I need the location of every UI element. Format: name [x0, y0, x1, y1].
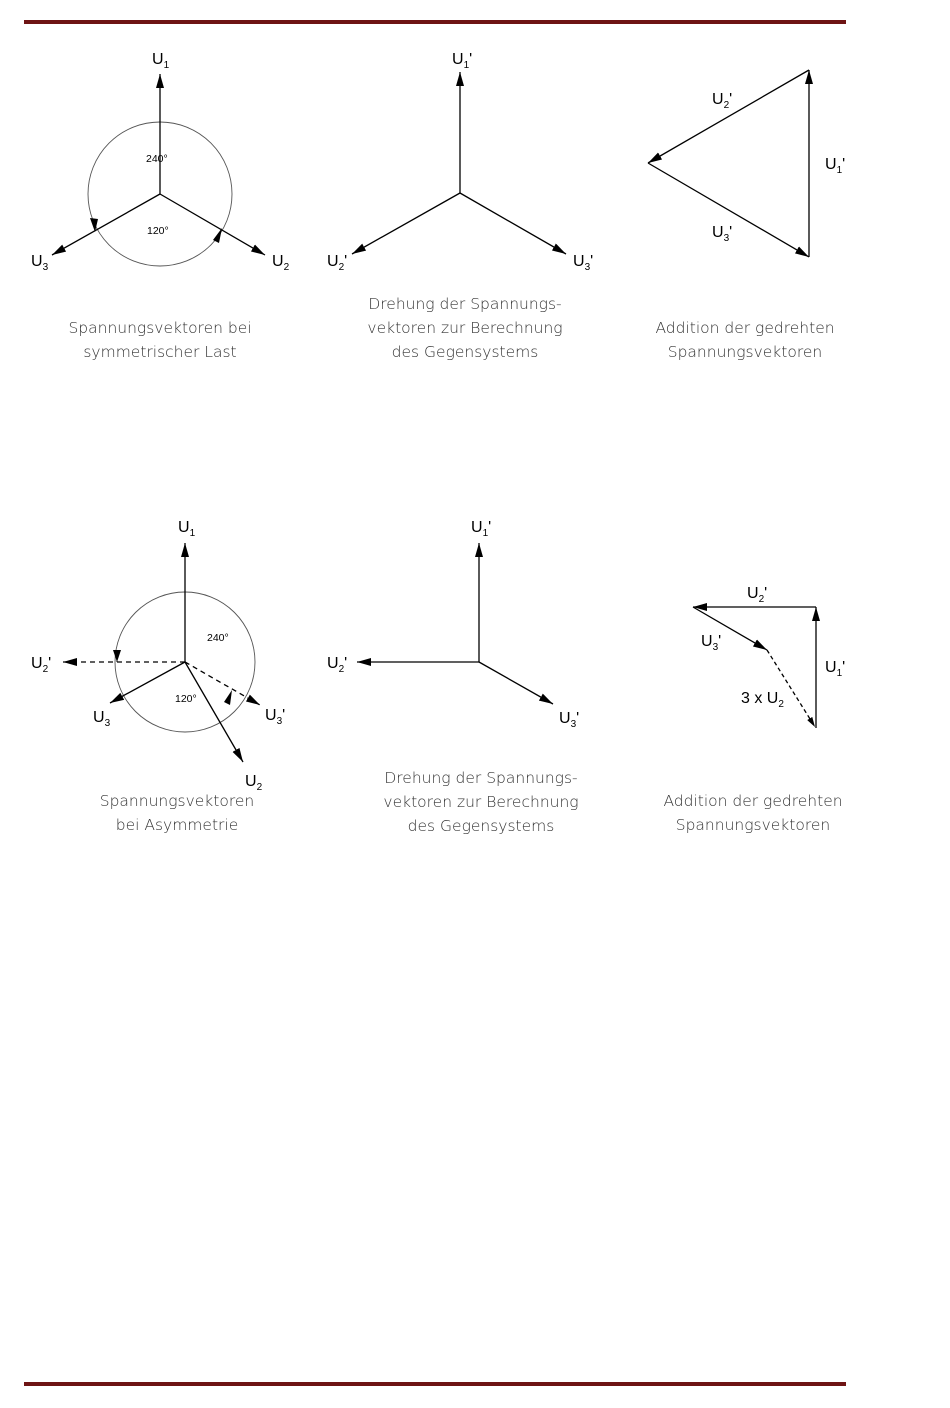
angle-240: 240°	[207, 632, 229, 644]
caption-rotated	[340, 292, 590, 364]
arc-arrow-240	[113, 650, 121, 662]
label-u3: $U_3$	[93, 709, 111, 729]
caption-line: Spannungsvektoren bei	[68, 319, 252, 337]
label-u2-prime: $U_2'$	[327, 253, 348, 273]
caption-rotated-asymmetric	[356, 766, 606, 838]
caption-line: symmetrischer Last	[83, 343, 237, 361]
vector-u2-prime	[352, 193, 460, 254]
caption-addition-asymmetric	[633, 789, 873, 837]
diagram-symmetric	[52, 74, 265, 266]
label-u1-prime: $U_1'$	[825, 659, 846, 679]
label-u1: $U_1$	[152, 51, 170, 71]
label-u2-prime: $U_2'$	[712, 91, 733, 111]
angle-240: 240°	[146, 153, 168, 165]
caption-line: Spannungsvektoren	[675, 816, 831, 834]
caption-asymmetric	[57, 789, 297, 837]
arc-arrow-120	[224, 690, 232, 705]
caption-line: bei Asymmetrie	[115, 816, 239, 834]
label-u2: $U_2$	[245, 773, 263, 793]
label-u1-prime: $U_1'$	[452, 51, 473, 71]
label-u3-prime: $U_3'$	[559, 710, 580, 730]
vector-u3	[110, 662, 185, 703]
caption-line: Spannungsvektoren	[99, 792, 255, 810]
caption-line: Addition der gedrehten	[655, 319, 835, 337]
label-u3-prime: $U_3'$	[701, 633, 722, 653]
vector-u2-prime	[648, 70, 809, 163]
caption-line: vektoren zur Berechnung	[383, 793, 579, 811]
vector-u3-prime	[479, 662, 553, 704]
caption-symmetric	[40, 316, 280, 364]
caption-line: des Gegensystems	[407, 817, 555, 835]
label-u1-prime: $U_1'$	[825, 156, 846, 176]
diagram-asymmetric	[63, 543, 260, 762]
vector-u3	[52, 194, 160, 255]
label-3x-u2: 3 x $U_2$	[741, 690, 784, 710]
caption-line: des Gegensystems	[391, 343, 539, 361]
diagram-rotated-asymmetric	[357, 543, 553, 704]
label-u3-prime: $U_3'$	[712, 224, 733, 244]
caption-line: Spannungsvektoren	[667, 343, 823, 361]
label-u1: $U_1$	[178, 519, 196, 539]
label-u3-prime: $U_3'$	[265, 707, 286, 727]
label-u3: $U_3$	[31, 253, 49, 273]
diagram-rotated	[352, 72, 566, 254]
caption-line: Drehung der Spannungs-	[384, 769, 578, 787]
angle-120: 120°	[147, 225, 169, 237]
label-u2: $U_2$	[272, 253, 290, 273]
vector-u3-prime	[460, 193, 566, 254]
vector-3x-u2-dashed	[767, 650, 815, 727]
label-u2-prime: $U_2'$	[327, 655, 348, 675]
label-u2-prime: $U_2'$	[747, 585, 768, 605]
angle-120: 120°	[175, 693, 197, 705]
vector-u2	[160, 194, 265, 255]
caption-line: Drehung der Spannungs-	[368, 295, 562, 313]
diagram-addition-asymmetric	[693, 607, 816, 728]
caption-addition	[625, 316, 865, 364]
label-u3-prime: $U_3'$	[573, 253, 594, 273]
caption-line: Addition der gedrehten	[663, 792, 843, 810]
caption-line: vektoren zur Berechnung	[367, 319, 563, 337]
label-u1-prime: $U_1'$	[471, 519, 492, 539]
label-u2-prime: $U_2'$	[31, 655, 52, 675]
